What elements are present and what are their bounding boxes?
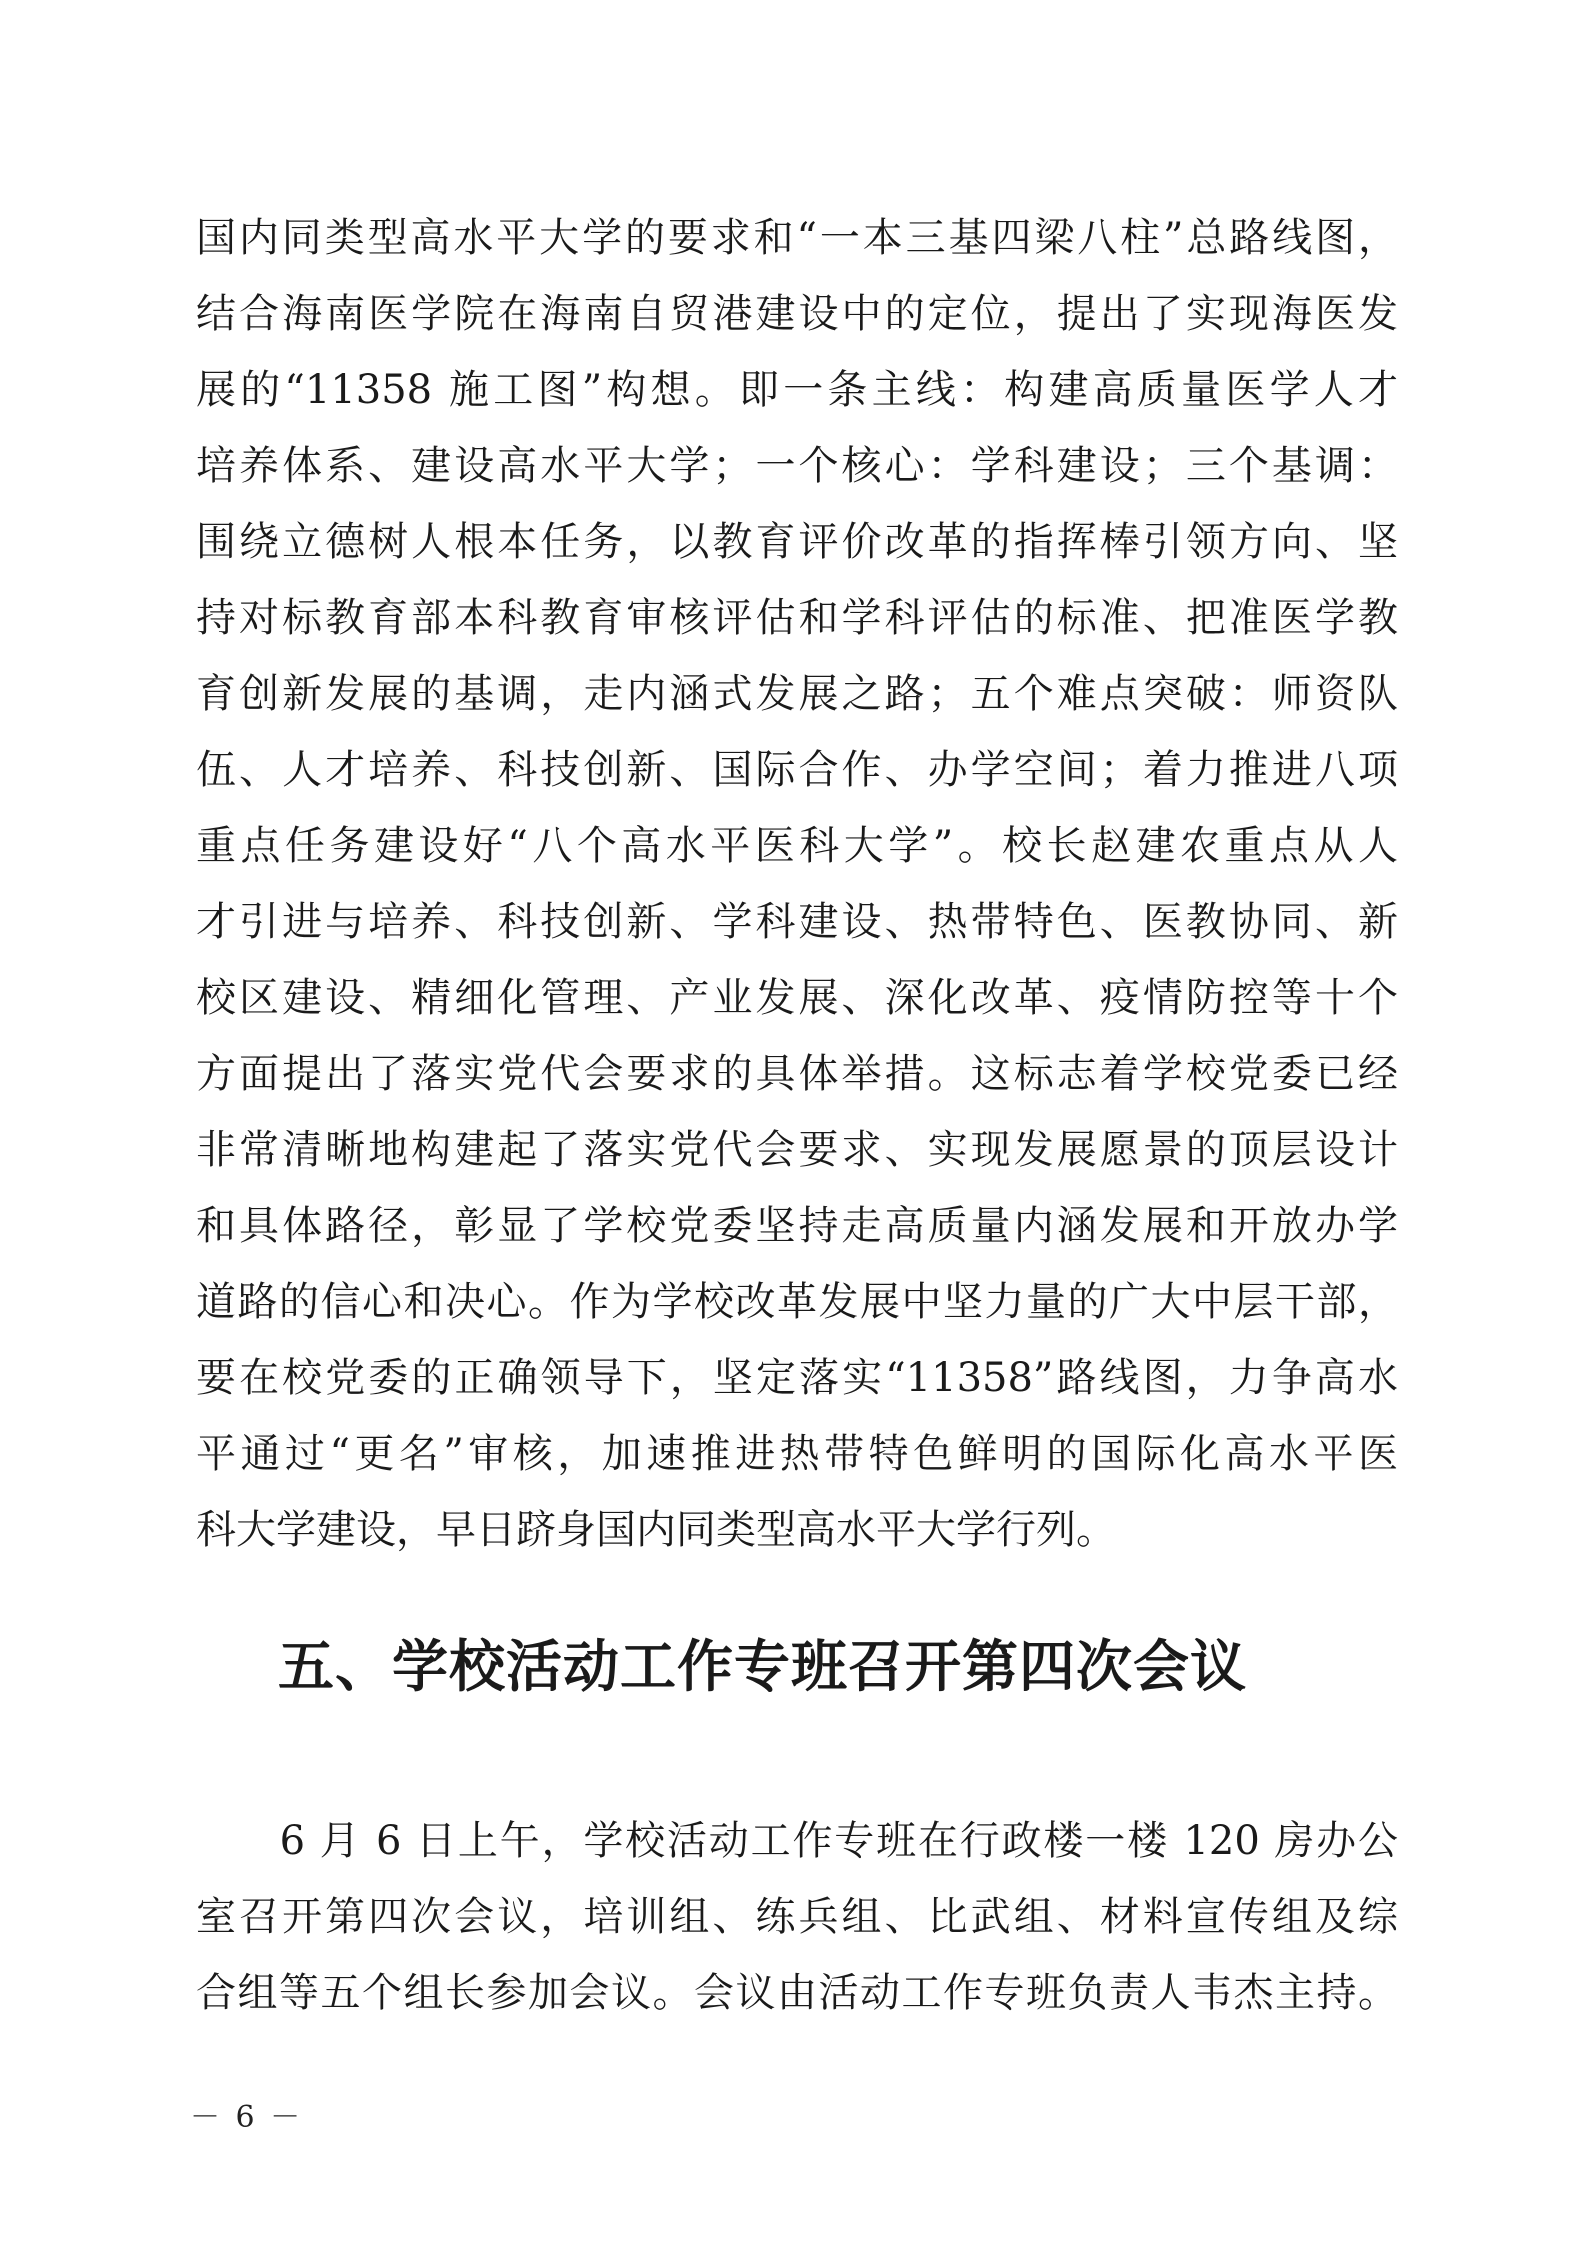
text-line: 道路的信心和决心。作为学校改革发展中坚力量的广大中层干部， (196, 1279, 1398, 1325)
text-line: 合组等五个组长参加会议。会议由活动工作专班负责人韦杰主持。 (196, 1970, 1398, 2016)
text-line: 非常清晰地构建起了落实党代会要求、实现发展愿景的顶层设计 (196, 1127, 1398, 1173)
text-line: 育创新发展的基调，走内涵式发展之路；五个难点突破：师资队 (196, 671, 1398, 717)
text-line: 持对标教育部本科教育审核评估和学科评估的标准、把准医学教 (196, 595, 1398, 641)
text-line: 室召开第四次会议，培训组、练兵组、比武组、材料宣传组及综 (196, 1894, 1398, 1940)
text-line: 培养体系、建设高水平大学；一个核心：学科建设；三个基调： (196, 443, 1398, 489)
text-line: 平通过“更名”审核，加速推进热带特色鲜明的国际化高水平医 (196, 1431, 1398, 1477)
text-line: 校区建设、精细化管理、产业发展、深化改革、疫情防控等十个 (196, 975, 1398, 1021)
text-line: 围绕立德树人根本任务，以教育评价改革的指挥棒引领方向、坚 (196, 519, 1398, 565)
text-line: 国内同类型高水平大学的要求和“一本三基四梁八柱”总路线图， (196, 215, 1398, 261)
text-line: 科大学建设，早日跻身国内同类型高水平大学行列。 (196, 1507, 1116, 1553)
text-line: 伍、人才培养、科技创新、国际合作、办学空间；着力推进八项 (196, 747, 1398, 793)
text-line: 和具体路径，彰显了学校党委坚持走高质量内涵发展和开放办学 (196, 1203, 1398, 1249)
text-line: 结合海南医学院在海南自贸港建设中的定位，提出了实现海医发 (196, 291, 1398, 337)
page-number: － 6 － (190, 2100, 304, 2135)
text-line: 6 月 6 日上午，学校活动工作专班在行政楼一楼 120 房办公 (196, 1818, 1398, 1864)
text-line: 要在校党委的正确领导下，坚定落实“11358”路线图，力争高水 (196, 1355, 1398, 1401)
text-line: 方面提出了落实党代会要求的具体举措。这标志着学校党委已经 (196, 1051, 1398, 1097)
text-line: 展的“11358 施工图”构想。即一条主线：构建高质量医学人才 (196, 367, 1398, 413)
text-line: 重点任务建设好“八个高水平医科大学”。校长赵建农重点从人 (196, 823, 1398, 869)
text-line: 才引进与培养、科技创新、学科建设、热带特色、医教协同、新 (196, 899, 1398, 945)
section-heading: 五、学校活动工作专班召开第四次会议 (278, 1634, 1247, 1700)
